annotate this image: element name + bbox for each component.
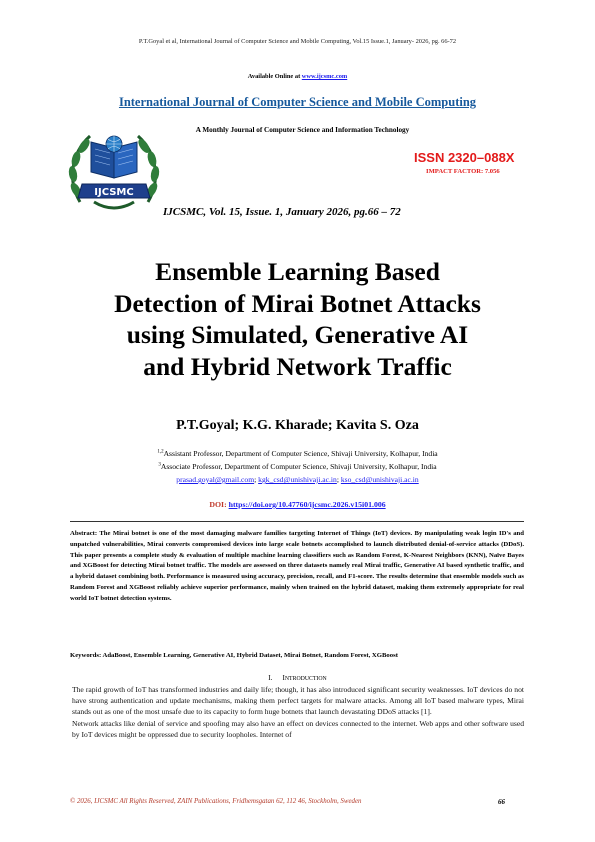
issn: ISSN 2320–088X <box>414 150 515 165</box>
available-online <box>0 73 595 80</box>
citation-line: IJCSMC, Vol. 15, Issue. 1, January 2026, pg.66 – 72 <box>163 206 401 218</box>
affiliation-2-text: Associate Professor, Department of Computer Science, Shivaji University, Kolhapur, India <box>160 462 437 471</box>
available-prefix: Available Online at <box>247 73 302 80</box>
page-number: 66 <box>498 798 505 806</box>
authors: P.T.Goyal; K.G. Kharade; Kavita S. Oza <box>176 418 419 433</box>
doi-link[interactable]: https://doi.org/10.47760/ijcsmc.2026.v15i01.006 <box>228 500 386 509</box>
running-header: P.T.Goyal et al, International Journal of Computer Science and Mobile Computing, Vol.15 Issue.1, January- 2026, pg. 66-72 <box>138 38 457 45</box>
divider <box>70 521 524 522</box>
doi-label: DOI: <box>209 500 227 509</box>
footer-copyright: © 2026, IJCSMC All Rights Reserved, ZAIN Publications, Fridhemsgatan 62, 112 46, Stockholm, Sweden <box>70 798 362 805</box>
paper-title <box>60 256 535 382</box>
doi <box>0 500 595 509</box>
paragraph: Network attacks like denial of service and spoofing may also have an effect on devices connected to the internet. Web apps and other software used by IoT devices might be oppressed due to security loopholes. Internet of <box>72 718 524 739</box>
email-link[interactable]: kgk_csd@unishivaji.ac.in <box>258 475 337 484</box>
title-line: using Simulated, Generative AI <box>126 320 469 349</box>
abstract: Abstract: The Mirai botnet is one of the most damaging malware families targeting Internet of Things (IoT) devices. By manipulating weak login ID's and unpatched vulnerabilities, Mirai converts compromised devices into large scale botnets accomplished to launch distributed denial-of-service attacks (DDoS). This paper presents a complete study & evaluation of multiple machine learning classifiers such as Random Forest, K-Nearest Neighbors (KNN), Naïve Bayes and XGBoost for detecting Mirai botnet traffic. The models are assessed on three datasets namely real Mirai traffic, Generative AI based synthetic traffic, and a hybrid dataset combining both. Performance is measured using accuracy, precision, recall, and F1-score. The results determine that ensemble models such as Random Forest and XGBoost reliably achieve superior performance, mainly when trained on the hybrid dataset, making them extremely appropriate for real world IoT botnet detection systems. <box>70 530 524 602</box>
title-line: Ensemble Learning Based <box>155 257 440 286</box>
title-line: Detection of Mirai Botnet Attacks <box>114 288 481 318</box>
journal-subtitle: A Monthly Journal of Computer Science and Information Technology <box>195 126 410 134</box>
journal-website-link[interactable]: www.ijcsmc.com <box>301 73 348 80</box>
affiliation-1-marker: 1,2 <box>157 449 164 455</box>
affiliation-1-text: Assistant Professor, Department of Computer Science, Shivaji University, Kolhapur, India <box>163 449 438 458</box>
title-line: and Hybrid Network Traffic <box>143 351 452 381</box>
journal-logo <box>64 124 164 217</box>
impact-factor: IMPACT FACTOR: 7.056 <box>426 168 500 175</box>
paragraph: The rapid growth of IoT has transformed industries and daily life; though, it has also introduced significant security weaknesses. IoT devices do not have strong authentication and update mechanisms, making them perfect targets for malware attacks. Among all IoT based malware types, Mirai stands out as one of the most unsafe due to its capacity to form huge botnets that launch devastating DDoS attacks [1]. <box>72 685 524 717</box>
email-link[interactable]: kso_csd@unishivaji.ac.in <box>340 475 419 484</box>
affiliation-2-marker: 3 <box>158 462 161 468</box>
section-first-letter: I <box>282 674 285 682</box>
body-text <box>72 684 524 740</box>
affiliation-2 <box>0 462 595 471</box>
journal-name[interactable]: International Journal of Computer Science and Mobile Computing <box>118 95 477 109</box>
section-title-rest: NTRODUCTION <box>284 676 327 682</box>
section-heading <box>0 674 595 682</box>
email-link[interactable]: prasad.goyal@gmail.com <box>176 475 255 484</box>
keywords: Keywords: AdaBoost, Ensemble Learning, Generative AI, Hybrid Dataset, Mirai Botnet, Random Forest, XGBoost <box>70 652 398 659</box>
author-emails: prasad.goyal@gmail.com; kgk_csd@unishivaji.ac.in; kso_csd@unishivaji.ac.in <box>176 475 419 484</box>
logo-text: IJCSMC <box>94 187 134 198</box>
affiliation-1 <box>0 449 595 458</box>
section-number: I. <box>268 674 273 682</box>
